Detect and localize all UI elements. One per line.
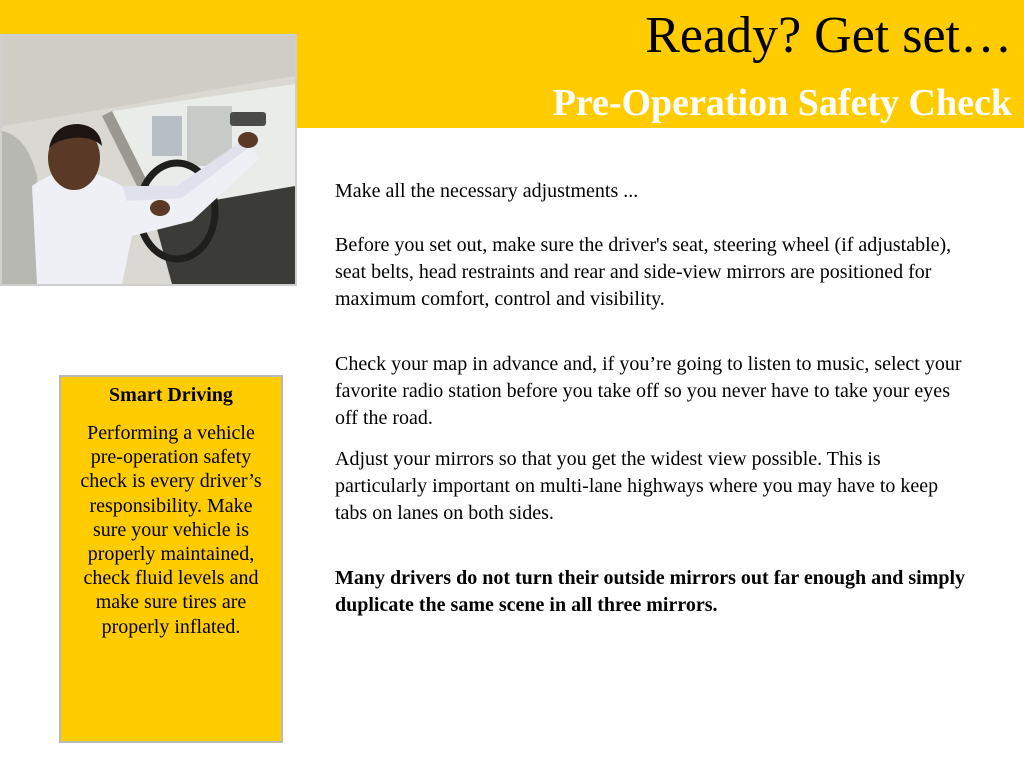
mirror-adjustment-paragraph: Adjust your mirrors so that you get the widest view possible. This is particularly important on multi-lane highways where you may have to keep tabs on lanes on both sides.	[335, 448, 939, 524]
smart-driving-text: Performing a vehicle pre-operation safety check is every driver’s responsibility. Make sure your vehicle is properly maintained, check fluid levels and make sure tires are properly inflated.	[80, 422, 262, 638]
main-content	[335, 178, 975, 619]
smart-driving-heading: Smart Driving	[109, 384, 233, 406]
map-radio-paragraph: Check your map in advance and, if you’re going to listen to music, select your favorite radio station before you take off so you never have to take your eyes off the road.	[335, 353, 962, 429]
seat-adjustment-paragraph: Before you set out, make sure the driver's seat, steering wheel (if adjustable), seat belts, head restraints and rear and side-view mirrors are positioned for maximum comfort, control and visibility.	[335, 234, 952, 310]
smart-driving-box	[59, 375, 283, 743]
page-title: Ready? Get set…	[645, 7, 1012, 64]
driver-photo	[0, 34, 297, 286]
page-subtitle: Pre-Operation Safety Check	[552, 82, 1012, 124]
mirror-warning-paragraph: Many drivers do not turn their outside mirrors out far enough and simply duplicate the same scene in all three mirrors.	[335, 567, 966, 616]
intro-paragraph: Make all the necessary adjustments ...	[335, 180, 639, 202]
driver-adjusting-mirror-photo	[2, 36, 295, 284]
